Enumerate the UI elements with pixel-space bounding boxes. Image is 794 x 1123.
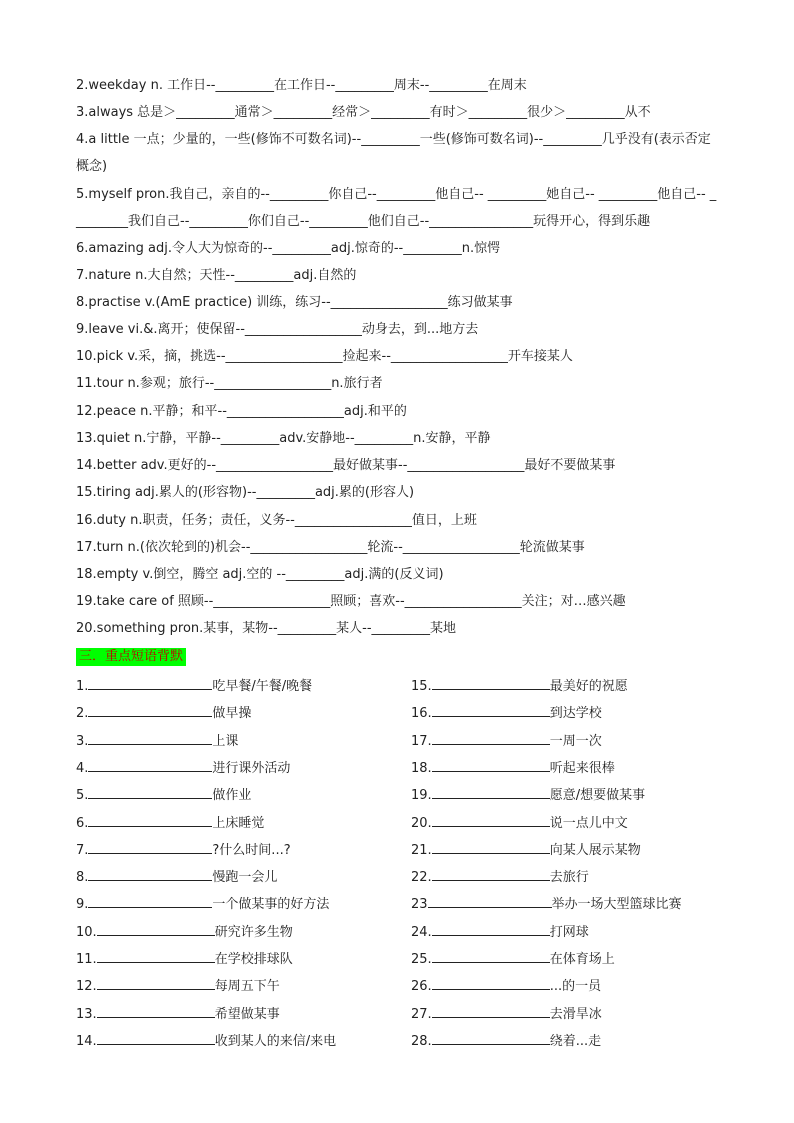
answer-blank[interactable] [432, 948, 550, 963]
phrase-item-left [76, 893, 329, 915]
answer-blank[interactable] [97, 1003, 215, 1018]
phrase-item-left [76, 839, 291, 861]
phrase-number: 21. [411, 842, 432, 858]
answer-blank[interactable] [428, 893, 552, 908]
phrase-meaning: 每周五下午 [214, 979, 280, 995]
phrase-number: 19. [411, 788, 432, 804]
vocab-line-18: 18.empty v.倒空，腾空 adj.空的 --_________adj.满的(反义词) [76, 567, 444, 582]
answer-blank[interactable] [432, 702, 550, 717]
vocab-line-3: 3.always 总是＞_________通常＞_________经常＞_________有时＞_________很少＞_________从不 [76, 105, 651, 120]
phrase-meaning: 希望做某事 [214, 1006, 280, 1022]
phrase-number: 12. [76, 979, 97, 995]
phrase-meaning: 一个做某事的好方法 [212, 897, 330, 913]
answer-blank[interactable] [432, 1030, 550, 1045]
answer-blank[interactable] [88, 784, 212, 799]
answer-blank[interactable] [432, 812, 550, 827]
vocab-line-19: 19.take care of 照顾--__________________照顾；喜欢--__________________关注；对…感兴趣 [76, 594, 626, 609]
phrase-number: 20. [411, 815, 432, 831]
phrase-meaning: ?什么时间...? [212, 842, 291, 858]
phrase-meaning: 去旅行 [549, 870, 589, 886]
vocab-line-13: 13.quiet n.宁静，平静--_________adv.安静地--_________n.安静，平静 [76, 431, 491, 446]
phrase-number: 1. [76, 679, 89, 694]
answer-blank[interactable] [97, 921, 215, 936]
vocab-line-12: 12.peace n.平静；和平--__________________adj.和平的 [76, 404, 407, 419]
phrase-number: 28. [411, 1033, 432, 1049]
vocab-line-11: 11.tour n.参观；旅行--__________________n.旅行者 [76, 376, 383, 391]
answer-blank[interactable] [88, 675, 212, 690]
answer-blank[interactable] [88, 730, 212, 745]
answer-blank[interactable] [432, 921, 550, 936]
phrase-meaning: 吃早餐/午餐/晚餐 [212, 679, 313, 694]
phrase-number: 6. [76, 815, 89, 831]
section-heading: 三．重点短语背默 [76, 648, 186, 666]
phrase-item-right [411, 866, 589, 888]
vocab-line-9: 9.leave vi.&.离开；使保留--__________________动身去，到...地方去 [76, 322, 479, 337]
phrase-number: 27. [411, 1006, 432, 1022]
answer-blank[interactable] [97, 948, 215, 963]
phrase-number: 7. [76, 842, 89, 858]
phrase-meaning: 上床睡觉 [212, 815, 265, 831]
phrase-item-left [76, 757, 290, 779]
phrase-meaning: 最美好的祝愿 [549, 679, 628, 694]
phrase-meaning: 慢跑一会儿 [212, 870, 278, 886]
phrase-meaning: 做作业 [212, 788, 252, 804]
vocab-line-6: 6.amazing adj.令人大为惊奇的--_________adj.惊奇的--_________n.惊愕 [76, 241, 501, 256]
phrase-item-right [411, 921, 589, 943]
phrase-item-right [411, 812, 628, 834]
phrase-item-right [411, 893, 682, 915]
phrase-number: 10. [76, 924, 97, 940]
phrase-meaning: 做早操 [212, 706, 252, 722]
phrase-item-right [411, 975, 601, 997]
answer-blank[interactable] [88, 866, 212, 881]
vocab-line-10: 10.pick v.采，摘，挑选--__________________捡起来--__________________开车接某人 [76, 349, 573, 364]
phrase-meaning: 收到某人的来信/来电 [214, 1033, 337, 1049]
answer-blank[interactable] [432, 866, 550, 881]
phrase-item-right [411, 730, 602, 752]
phrase-meaning: 愿意/想要做某事 [549, 788, 646, 804]
answer-blank[interactable] [97, 975, 215, 990]
phrase-item-left [76, 702, 251, 724]
phrase-item-left [76, 921, 293, 943]
answer-blank[interactable] [432, 839, 550, 854]
vocab-line-8: 8.practise v.(AmE practice) 训练，练习--__________________练习做某事 [76, 295, 513, 310]
phrase-number: 17. [411, 733, 432, 749]
phrase-item-right [411, 1030, 601, 1052]
vocab-line-15: 15.tiring adj.累人的(形容物)--_________adj.累的(形容人) [76, 485, 415, 500]
phrase-item-right [411, 702, 602, 724]
phrase-item-right [411, 675, 628, 697]
phrase-item-left [76, 1003, 280, 1025]
phrase-item-left [76, 866, 277, 888]
phrase-meaning: 进行课外活动 [212, 760, 291, 776]
phrase-number: 5. [76, 788, 89, 804]
phrase-number: 25. [411, 952, 432, 967]
vocab-line-5: 5.myself pron.我自己，亲自的--_________你自己--_________他自己-- _________她自己-- _________他自己-- _________我们自己--_________你们自己--_________他们自己--________________玩得开心，得到乐趣 [76, 187, 717, 229]
phrase-number: 14. [76, 1033, 97, 1049]
vocab-line-17: 17.turn n.(依次轮到的)机会--__________________轮流--__________________轮流做某事 [76, 540, 585, 555]
phrase-number: 11. [76, 952, 97, 967]
answer-blank[interactable] [432, 784, 550, 799]
phrase-item-left [76, 730, 238, 752]
phrase-meaning: 上课 [212, 733, 239, 749]
answer-blank[interactable] [432, 757, 550, 772]
answer-blank[interactable] [88, 812, 212, 827]
phrase-meaning: 研究许多生物 [214, 924, 293, 940]
phrase-meaning: ...的一员 [549, 979, 602, 995]
phrase-meaning: 听起来很棒 [549, 760, 615, 776]
phrase-meaning: 一周一次 [549, 733, 602, 749]
answer-blank[interactable] [432, 975, 550, 990]
phrase-meaning: 去滑旱冰 [549, 1006, 602, 1022]
phrase-item-left [76, 675, 312, 697]
phrase-item-right [411, 1003, 602, 1025]
phrase-item-left [76, 784, 251, 806]
vocab-line-14: 14.better adv.更好的--__________________最好做某事--__________________最好不要做某事 [76, 458, 616, 473]
vocab-line-2: 2.weekday n. 工作日--_________在工作日--_________周末--_________在周末 [76, 78, 527, 93]
phrase-meaning: 到达学校 [549, 706, 602, 722]
phrase-number: 4. [76, 760, 89, 776]
answer-blank[interactable] [88, 839, 212, 854]
answer-blank[interactable] [432, 730, 550, 745]
phrase-number: 26. [411, 979, 432, 995]
phrase-number: 2. [76, 706, 89, 722]
phrase-item-left [76, 812, 264, 834]
answer-blank[interactable] [97, 1030, 215, 1045]
phrase-meaning: 说一点儿中文 [549, 815, 628, 831]
phrase-number: 15. [411, 679, 432, 694]
phrase-number: 18. [411, 760, 432, 776]
vocab-line-7: 7.nature n.大自然；天性--_________adj.自然的 [76, 268, 357, 283]
answer-blank[interactable] [432, 675, 550, 690]
answer-blank[interactable] [88, 702, 212, 717]
phrase-meaning: 在体育场上 [549, 952, 615, 967]
phrase-number: 22. [411, 870, 432, 886]
phrase-number: 13. [76, 1006, 97, 1022]
phrase-item-right [411, 784, 645, 806]
phrase-number: 24. [411, 924, 432, 940]
phrase-item-left [76, 948, 293, 970]
phrase-number: 23 [411, 897, 428, 913]
phrase-number: 9. [76, 897, 89, 913]
phrase-item-right [411, 948, 615, 970]
vocab-line-20: 20.something pron.某事，某物--_________某人--_________某地 [76, 621, 457, 636]
phrase-meaning: 打网球 [549, 924, 589, 940]
phrase-meaning: 在学校排球队 [214, 952, 293, 967]
answer-blank[interactable] [88, 757, 212, 772]
vocab-line-4: 4.a little 一点；少量的，一些(修饰不可数名词)--_________一些(修饰可数名词)--_________几乎没有(表示否定概念) [76, 132, 711, 174]
phrase-number: 8. [76, 870, 89, 886]
vocab-line-16: 16.duty n.职责，任务；责任，义务--__________________值日，上班 [76, 513, 477, 528]
phrase-item-right [411, 757, 615, 779]
phrase-meaning: 绕着...走 [549, 1033, 602, 1049]
phrase-meaning: 举办一场大型篮球比赛 [551, 897, 682, 913]
phrase-item-right [411, 839, 641, 861]
phrase-item-left [76, 975, 280, 997]
phrase-number: 16. [411, 706, 432, 722]
answer-blank[interactable] [432, 1003, 550, 1018]
phrase-number: 3. [76, 733, 89, 749]
phrase-item-left [76, 1030, 336, 1052]
phrase-meaning: 向某人展示某物 [549, 842, 641, 858]
answer-blank[interactable] [88, 893, 212, 908]
